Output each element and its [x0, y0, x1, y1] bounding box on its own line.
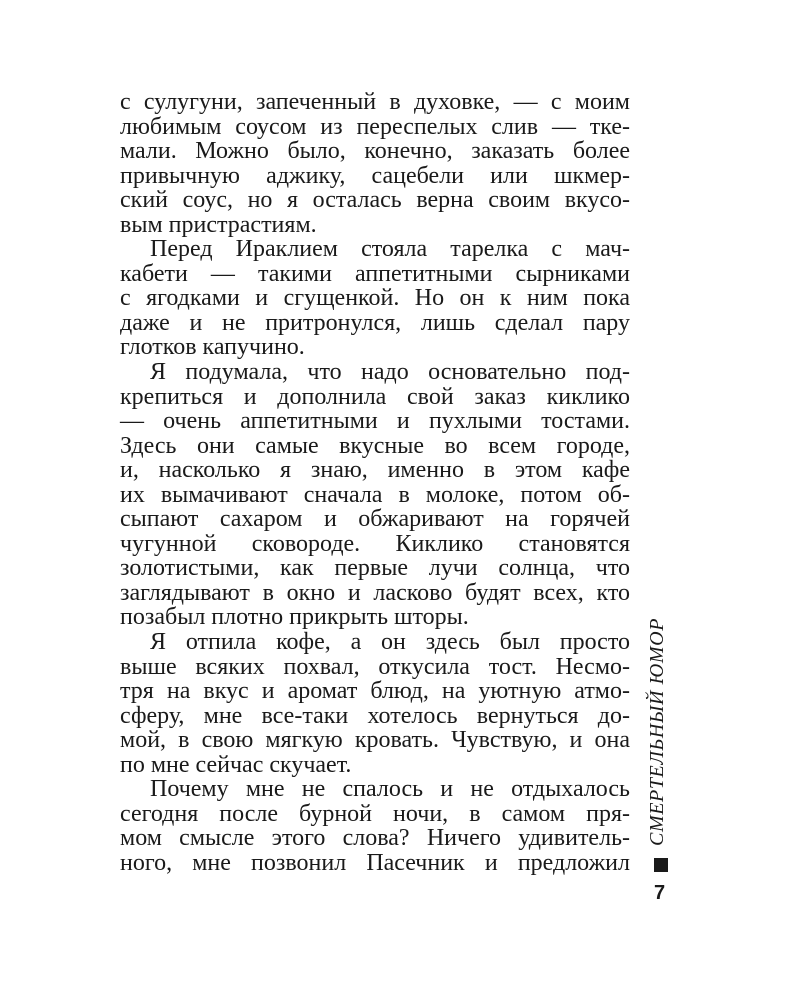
- text-line: Почему мне не спалось и не отдыхалось: [150, 776, 630, 803]
- text-line: кабети — такими аппетитными сырниками: [120, 260, 630, 287]
- text-line: их вымачивают сначала в молоке, потом об-: [120, 481, 630, 508]
- text-line: Я отпила кофе, а он здесь был просто: [150, 629, 630, 656]
- text-line: даже и не притронулся, лишь сделал пару: [120, 309, 630, 336]
- running-head: СМЕРТЕЛЬНЫЙ ЮМОР: [646, 617, 668, 846]
- text-line: — очень аппетитными и пухлыми тостами.: [120, 408, 630, 435]
- text-line: мой, в свою мягкую кровать. Чувствую, и она: [120, 727, 630, 754]
- text-line: Перед Ираклием стояла тарелка с мач-: [150, 236, 630, 263]
- text-line: сегодня после бурной ночи, в самом пря-: [120, 800, 630, 827]
- text-line: по мне сейчас скучает.: [120, 751, 352, 778]
- body-text: [120, 90, 630, 876]
- text-line: и, насколько я знаю, именно в этом кафе: [120, 457, 630, 484]
- text-line: сферу, мне все-таки хотелось вернуться до-: [120, 702, 630, 729]
- text-line: чугунной сковороде. Киклико становятся: [120, 530, 630, 557]
- text-line: вым пристрастиям.: [120, 211, 317, 238]
- text-line: Здесь они самые вкусные во всем городе,: [120, 432, 630, 459]
- text-line: привычную аджику, сацебели или шкмер-: [120, 162, 630, 189]
- text-line: крепиться и дополнила свой заказ киклико: [120, 383, 630, 410]
- text-line: с ягодками и сгущенкой. Но он к ним пока: [120, 285, 630, 312]
- text-line: глотков капучино.: [120, 334, 305, 361]
- text-line: ного, мне позвонил Пасечник и предложил: [120, 849, 630, 876]
- text-line: ский соус, но я осталась верна своим вкусо-: [120, 187, 630, 214]
- square-marker-icon: [654, 858, 668, 872]
- text-line: заглядывают в окно и ласково будят всех, кто: [120, 579, 630, 606]
- text-line: мом смысле этого слова? Ничего удивитель-: [120, 825, 630, 852]
- text-line: выше всяких похвал, откусила тост. Несмо-: [120, 653, 630, 680]
- text-line: тря на вкус и аромат блюд, на уютную атмо-: [120, 678, 630, 705]
- text-line: с сулугуни, запеченный в духовке, — с моим: [120, 89, 630, 115]
- text-line: сыпают сахаром и обжаривают на горячей: [120, 506, 630, 533]
- text-line: золотистыми, как первые лучи солнца, что: [120, 555, 630, 582]
- text-line: позабыл плотно прикрыть шторы.: [120, 604, 469, 631]
- text-line: любимым соусом из переспелых слив — тке-: [120, 113, 630, 140]
- text-line: Я подумала, что надо основательно под-: [150, 359, 630, 386]
- text-line: мали. Можно было, конечно, заказать более: [120, 138, 630, 165]
- page-number: 7: [654, 882, 666, 904]
